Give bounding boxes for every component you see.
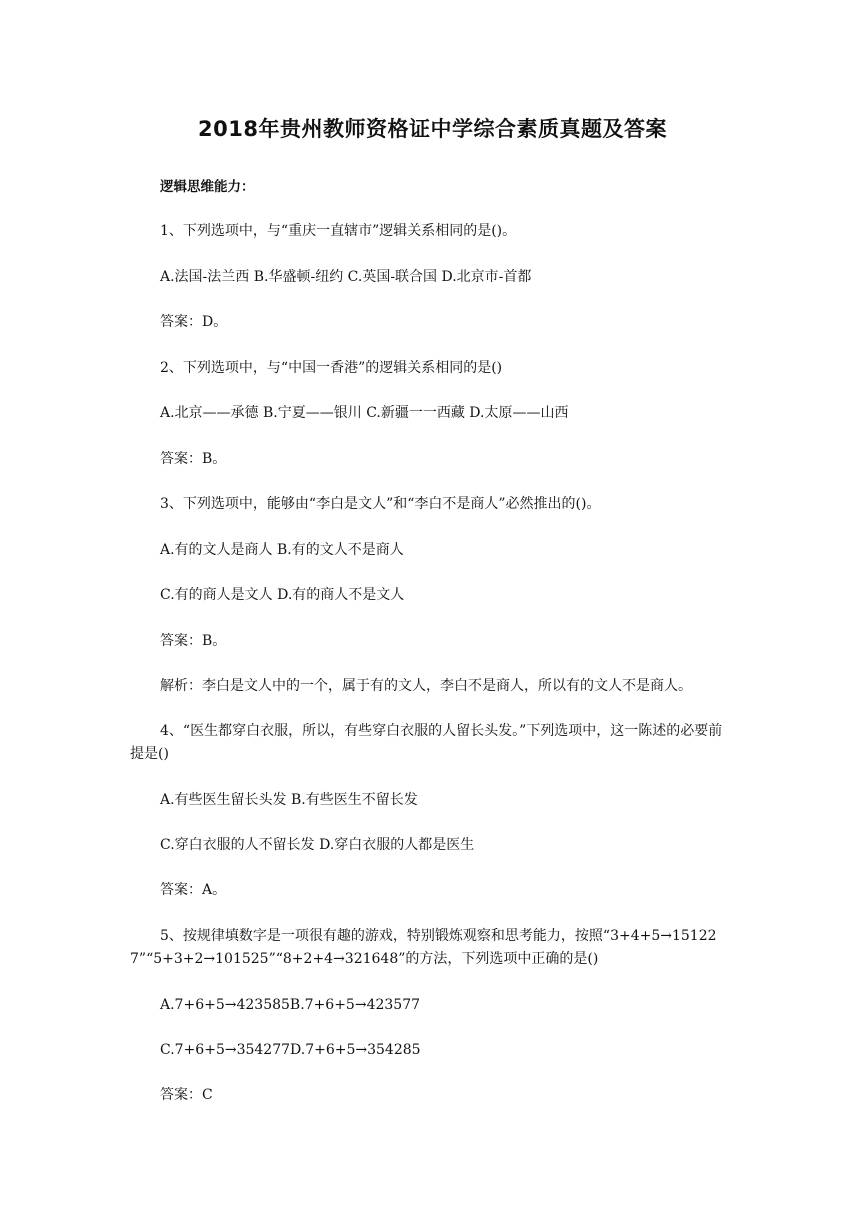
q5-options-line1: A.7+6+5→423585B.7+6+5→423577 xyxy=(160,997,421,1013)
q5-answer: 答案：C xyxy=(160,1087,213,1103)
q2-answer: 答案：B。 xyxy=(160,451,227,467)
q4-options-line2: C.穿白衣服的人不留长发 D.穿白衣服的人都是医生 xyxy=(160,837,475,853)
q3-options-line2: C.有的商人是文人 D.有的商人不是文人 xyxy=(160,587,405,603)
q4-options-line1: A.有些医生留长头发 B.有些医生不留长发 xyxy=(160,792,418,808)
document-title: 2018年贵州教师资格证中学综合素质真题及答案 xyxy=(198,117,667,141)
q4-question: 4、“医生都穿白衣服，所以，有些穿白衣服的人留长头发。”下列选项中，这一陈述的必要前提是() xyxy=(130,723,723,762)
q1-answer: 答案：D。 xyxy=(160,314,228,330)
q5-question: 5、按规律填数字是一项很有趣的游戏，特别锻炼观察和思考能力，按照“3+4+5→151227”“5+3+2→101525”“8+2+4→321648”的方法，下列选项中正确的是() xyxy=(130,928,717,967)
q2-question: 2、下列选项中，与“中国一香港”的逻辑关系相同的是() xyxy=(160,360,503,376)
q1-options: A.法国-法兰西 B.华盛顿-纽约 C.英国-联合国 D.北京市-首都 xyxy=(160,269,532,285)
q3-answer: 答案：B。 xyxy=(160,633,227,649)
q4-answer: 答案：A。 xyxy=(160,882,227,898)
q3-analysis: 解析：李白是文人中的一个，属于有的文人，李白不是商人，所以有的文人不是商人。 xyxy=(160,678,692,694)
q3-options-line1: A.有的文人是商人 B.有的文人不是商人 xyxy=(160,542,404,558)
q1-question: 1、下列选项中，与“重庆一直辖市”逻辑关系相同的是()。 xyxy=(160,223,517,239)
q2-options: A.北京——承德 B.宁夏——银川 C.新疆一一西藏 D.太原——山西 xyxy=(160,405,569,421)
section-heading: 逻辑思维能力： xyxy=(160,179,255,195)
q3-question: 3、下列选项中，能够由“李白是文人”和“李白不是商人”必然推出的()。 xyxy=(160,496,601,512)
q5-options-line2: C.7+6+5→354277D.7+6+5→354285 xyxy=(160,1042,421,1058)
